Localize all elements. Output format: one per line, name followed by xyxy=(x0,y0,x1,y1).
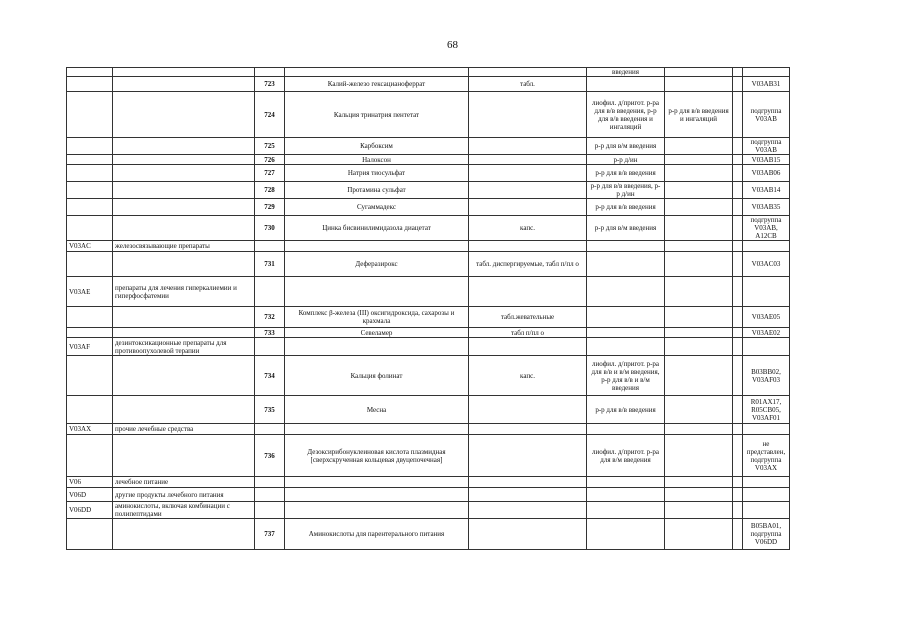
dosage-form-injection-cell xyxy=(587,241,665,252)
table-body xyxy=(67,68,790,550)
group-name-cell: прочие лечебные средства xyxy=(113,424,255,435)
table-row xyxy=(67,165,790,182)
note-cell xyxy=(733,477,743,488)
atc-code-cell xyxy=(743,424,790,435)
note-cell xyxy=(733,307,743,328)
drug-name-cell: Аминокислоты для парентерального питания xyxy=(285,519,469,550)
dosage-form-extra-cell xyxy=(665,155,733,165)
item-number-cell: 732 xyxy=(255,307,285,328)
item-number-cell: 737 xyxy=(255,519,285,550)
atc-group-code-cell xyxy=(67,199,113,216)
drug-name-cell: Налоксон xyxy=(285,155,469,165)
group-name-cell xyxy=(113,155,255,165)
note-cell xyxy=(733,356,743,396)
note-cell xyxy=(733,396,743,424)
table-row xyxy=(67,252,790,277)
item-number-cell xyxy=(255,338,285,356)
atc-code-cell: V03AB31 xyxy=(743,77,790,92)
item-number-cell: 728 xyxy=(255,182,285,199)
dosage-form-cell xyxy=(469,138,587,155)
dosage-form-cell: табл. xyxy=(469,77,587,92)
item-number-cell xyxy=(255,277,285,307)
atc-group-code-cell: V03AC xyxy=(67,241,113,252)
dosage-form-cell: табл п/пл о xyxy=(469,328,587,338)
atc-group-code-cell: V03AE xyxy=(67,277,113,307)
dosage-form-extra-cell xyxy=(665,519,733,550)
note-cell xyxy=(733,277,743,307)
dosage-form-injection-cell: р-р для в/м введения xyxy=(587,138,665,155)
dosage-form-extra-cell xyxy=(665,477,733,488)
atc-code-cell: B05BA01, подгруппа V06DD xyxy=(743,519,790,550)
group-name-cell xyxy=(113,356,255,396)
note-cell xyxy=(733,252,743,277)
dosage-form-injection-cell: лиофил. д/пригот. р-ра для в/в введения, р-р для в/в введения и ингаляций xyxy=(587,92,665,138)
atc-code-cell xyxy=(743,277,790,307)
group-name-cell: дезинтоксикационные препараты для противоопухолевой терапии xyxy=(113,338,255,356)
dosage-form-injection-cell: р-р для в/в введения, р-р д/ин xyxy=(587,182,665,199)
table-row xyxy=(67,277,790,307)
dosage-form-injection-cell: лиофил. д/пригот. р-ра для в/в и в/м введения, р-р для в/в и в/м введения xyxy=(587,356,665,396)
table-row xyxy=(67,424,790,435)
dosage-form-extra-cell xyxy=(665,277,733,307)
dosage-form-injection-cell xyxy=(587,277,665,307)
table-row xyxy=(67,138,790,155)
atc-group-code-cell xyxy=(67,92,113,138)
dosage-form-cell xyxy=(469,241,587,252)
dosage-form-cell xyxy=(469,477,587,488)
atc-code-cell xyxy=(743,488,790,502)
atc-code-cell: V03AB06 xyxy=(743,165,790,182)
atc-code-cell: не представлен, подгруппа V03AX xyxy=(743,435,790,477)
atc-code-cell xyxy=(743,502,790,519)
dosage-form-cell xyxy=(469,488,587,502)
dosage-form-injection-cell: р-р для в/м введения xyxy=(587,216,665,241)
dosage-form-extra-cell xyxy=(665,307,733,328)
group-name-cell xyxy=(113,92,255,138)
note-cell xyxy=(733,328,743,338)
table-row xyxy=(67,502,790,519)
atc-group-code-cell xyxy=(67,182,113,199)
atc-group-code-cell xyxy=(67,356,113,396)
atc-code-cell: V03AE02 xyxy=(743,328,790,338)
atc-code-cell: подгруппа V03AB xyxy=(743,92,790,138)
note-cell xyxy=(733,165,743,182)
atc-code-cell xyxy=(743,477,790,488)
group-name-cell xyxy=(113,138,255,155)
dosage-form-extra-cell xyxy=(665,356,733,396)
dosage-form-cell xyxy=(469,165,587,182)
table-row xyxy=(67,396,790,424)
drug-name-cell: Деферазирокс xyxy=(285,252,469,277)
dosage-form-injection-cell xyxy=(587,77,665,92)
note-cell xyxy=(733,155,743,165)
dosage-form-cell xyxy=(469,396,587,424)
drug-name-cell: Кальция тринатрия пентетат xyxy=(285,92,469,138)
atc-group-code-cell xyxy=(67,68,113,77)
dosage-form-injection-cell xyxy=(587,424,665,435)
group-name-cell xyxy=(113,307,255,328)
dosage-form-cell xyxy=(469,424,587,435)
drug-table xyxy=(66,67,790,550)
atc-group-code-cell xyxy=(67,396,113,424)
dosage-form-injection-cell xyxy=(587,338,665,356)
group-name-cell: аминокислоты, включая комбинации с полипептидами xyxy=(113,502,255,519)
atc-code-cell: подгруппа V03AB, A12CB xyxy=(743,216,790,241)
dosage-form-extra-cell xyxy=(665,488,733,502)
group-name-cell: железосвязывающие препараты xyxy=(113,241,255,252)
atc-group-code-cell xyxy=(67,165,113,182)
group-name-cell xyxy=(113,77,255,92)
dosage-form-extra-cell xyxy=(665,502,733,519)
drug-name-cell: Кальция фолинат xyxy=(285,356,469,396)
item-number-cell: 731 xyxy=(255,252,285,277)
table-row xyxy=(67,338,790,356)
table-row xyxy=(67,182,790,199)
dosage-form-cell xyxy=(469,182,587,199)
dosage-form-injection-cell: р-р для в/в введения xyxy=(587,165,665,182)
dosage-form-extra-cell xyxy=(665,241,733,252)
table-row xyxy=(67,328,790,338)
item-number-cell: 726 xyxy=(255,155,285,165)
atc-code-cell: R01AX17, R05CB05, V03AF01 xyxy=(743,396,790,424)
dosage-form-injection-cell xyxy=(587,502,665,519)
page-number: 68 xyxy=(447,39,458,51)
atc-code-cell: V03AB15 xyxy=(743,155,790,165)
drug-name-cell: Натрия тиосульфат xyxy=(285,165,469,182)
note-cell xyxy=(733,92,743,138)
dosage-form-cell xyxy=(469,155,587,165)
dosage-form-cell xyxy=(469,435,587,477)
table-row xyxy=(67,488,790,502)
drug-name-cell xyxy=(285,241,469,252)
dosage-form-extra-cell xyxy=(665,182,733,199)
item-number-cell xyxy=(255,477,285,488)
item-number-cell: 735 xyxy=(255,396,285,424)
atc-group-code-cell: V06 xyxy=(67,477,113,488)
note-cell xyxy=(733,138,743,155)
dosage-form-injection-cell xyxy=(587,252,665,277)
drug-name-cell xyxy=(285,68,469,77)
dosage-form-extra-cell xyxy=(665,199,733,216)
dosage-form-injection-cell: р-р для в/в введения xyxy=(587,199,665,216)
note-cell xyxy=(733,68,743,77)
dosage-form-injection-cell: лиофил. д/пригот. р-ра для в/м введения xyxy=(587,435,665,477)
atc-group-code-cell xyxy=(67,519,113,550)
dosage-form-cell: табл. диспергируемые, табл п/пл о xyxy=(469,252,587,277)
dosage-form-injection-cell xyxy=(587,307,665,328)
dosage-form-extra-cell: р-р для в/в введения и ингаляций xyxy=(665,92,733,138)
atc-group-code-cell xyxy=(67,328,113,338)
note-cell xyxy=(733,77,743,92)
dosage-form-cell xyxy=(469,277,587,307)
atc-code-cell: B03BB02, V03AF03 xyxy=(743,356,790,396)
note-cell xyxy=(733,519,743,550)
item-number-cell xyxy=(255,424,285,435)
dosage-form-injection-cell: р-р д/ин xyxy=(587,155,665,165)
dosage-form-extra-cell xyxy=(665,77,733,92)
dosage-form-cell xyxy=(469,338,587,356)
dosage-form-injection-cell xyxy=(587,488,665,502)
dosage-form-extra-cell xyxy=(665,216,733,241)
note-cell xyxy=(733,199,743,216)
dosage-form-cell xyxy=(469,519,587,550)
atc-group-code-cell xyxy=(67,252,113,277)
atc-code-cell: подгруппа V03AB xyxy=(743,138,790,155)
table-row xyxy=(67,435,790,477)
atc-code-cell: V03AB14 xyxy=(743,182,790,199)
group-name-cell: другие продукты лечебного питания xyxy=(113,488,255,502)
atc-group-code-cell: V06DD xyxy=(67,502,113,519)
note-cell xyxy=(733,488,743,502)
dosage-form-cell xyxy=(469,199,587,216)
table-row xyxy=(67,92,790,138)
dosage-form-cell xyxy=(469,92,587,138)
note-cell xyxy=(733,424,743,435)
drug-name-cell: Карбоксим xyxy=(285,138,469,155)
note-cell xyxy=(733,502,743,519)
drug-name-cell xyxy=(285,277,469,307)
group-name-cell xyxy=(113,68,255,77)
atc-code-cell: V03AB35 xyxy=(743,199,790,216)
table-row xyxy=(67,155,790,165)
dosage-form-extra-cell xyxy=(665,328,733,338)
table-row xyxy=(67,356,790,396)
atc-group-code-cell xyxy=(67,77,113,92)
table-row xyxy=(67,68,790,77)
group-name-cell xyxy=(113,396,255,424)
atc-group-code-cell xyxy=(67,216,113,241)
item-number-cell: 723 xyxy=(255,77,285,92)
dosage-form-injection-cell xyxy=(587,328,665,338)
atc-group-code-cell xyxy=(67,435,113,477)
atc-code-cell xyxy=(743,68,790,77)
atc-group-code-cell: V03AX xyxy=(67,424,113,435)
drug-name-cell: Комплекс β-железа (III) оксигидроксида, сахарозы и крахмала xyxy=(285,307,469,328)
drug-name-cell xyxy=(285,424,469,435)
drug-name-cell xyxy=(285,488,469,502)
dosage-form-injection-cell: р-р для в/в введения xyxy=(587,396,665,424)
atc-group-code-cell: V06D xyxy=(67,488,113,502)
drug-name-cell: Цинка бисвинилимидазола диацетат xyxy=(285,216,469,241)
group-name-cell xyxy=(113,252,255,277)
table-row xyxy=(67,216,790,241)
atc-group-code-cell xyxy=(67,155,113,165)
note-cell xyxy=(733,338,743,356)
table-row xyxy=(67,241,790,252)
dosage-form-cell: капс. xyxy=(469,356,587,396)
group-name-cell: препараты для лечения гиперкалиемии и гиперфосфатемии xyxy=(113,277,255,307)
dosage-form-cell xyxy=(469,502,587,519)
group-name-cell xyxy=(113,182,255,199)
group-name-cell xyxy=(113,435,255,477)
dosage-form-extra-cell xyxy=(665,165,733,182)
atc-group-code-cell: V03AF xyxy=(67,338,113,356)
item-number-cell xyxy=(255,68,285,77)
item-number-cell: 730 xyxy=(255,216,285,241)
item-number-cell: 724 xyxy=(255,92,285,138)
drug-name-cell: Сугаммадекс xyxy=(285,199,469,216)
dosage-form-extra-cell xyxy=(665,252,733,277)
item-number-cell: 736 xyxy=(255,435,285,477)
table-row xyxy=(67,477,790,488)
group-name-cell xyxy=(113,165,255,182)
drug-name-cell xyxy=(285,502,469,519)
drug-name-cell: Протамина сульфат xyxy=(285,182,469,199)
item-number-cell xyxy=(255,241,285,252)
drug-name-cell: Дезоксирибонуклеиновая кислота плазмидная [сверхскрученная кольцевая двуцепочечная] xyxy=(285,435,469,477)
atc-code-cell: V03AC03 xyxy=(743,252,790,277)
note-cell xyxy=(733,241,743,252)
dosage-form-extra-cell xyxy=(665,138,733,155)
table-row xyxy=(67,519,790,550)
dosage-form-injection-cell: введения xyxy=(587,68,665,77)
dosage-form-cell xyxy=(469,68,587,77)
item-number-cell xyxy=(255,502,285,519)
item-number-cell: 727 xyxy=(255,165,285,182)
group-name-cell xyxy=(113,199,255,216)
note-cell xyxy=(733,182,743,199)
dosage-form-injection-cell xyxy=(587,519,665,550)
group-name-cell xyxy=(113,328,255,338)
dosage-form-cell: капс. xyxy=(469,216,587,241)
table-row xyxy=(67,307,790,328)
group-name-cell xyxy=(113,519,255,550)
drug-name-cell xyxy=(285,338,469,356)
atc-code-cell xyxy=(743,338,790,356)
drug-name-cell: Месна xyxy=(285,396,469,424)
atc-group-code-cell xyxy=(67,307,113,328)
item-number-cell: 729 xyxy=(255,199,285,216)
drug-name-cell: Севеламер xyxy=(285,328,469,338)
note-cell xyxy=(733,216,743,241)
drug-name-cell xyxy=(285,477,469,488)
drug-name-cell: Калий-железо гексацианоферрат xyxy=(285,77,469,92)
dosage-form-extra-cell xyxy=(665,396,733,424)
item-number-cell xyxy=(255,488,285,502)
table-row xyxy=(67,199,790,216)
group-name-cell: лечебное питание xyxy=(113,477,255,488)
item-number-cell: 734 xyxy=(255,356,285,396)
item-number-cell: 725 xyxy=(255,138,285,155)
dosage-form-extra-cell xyxy=(665,424,733,435)
atc-code-cell xyxy=(743,241,790,252)
dosage-form-cell: табл.жевательные xyxy=(469,307,587,328)
dosage-form-injection-cell xyxy=(587,477,665,488)
note-cell xyxy=(733,435,743,477)
dosage-form-extra-cell xyxy=(665,435,733,477)
item-number-cell: 733 xyxy=(255,328,285,338)
dosage-form-extra-cell xyxy=(665,68,733,77)
dosage-form-extra-cell xyxy=(665,338,733,356)
atc-group-code-cell xyxy=(67,138,113,155)
table-row xyxy=(67,77,790,92)
group-name-cell xyxy=(113,216,255,241)
atc-code-cell: V03AE05 xyxy=(743,307,790,328)
